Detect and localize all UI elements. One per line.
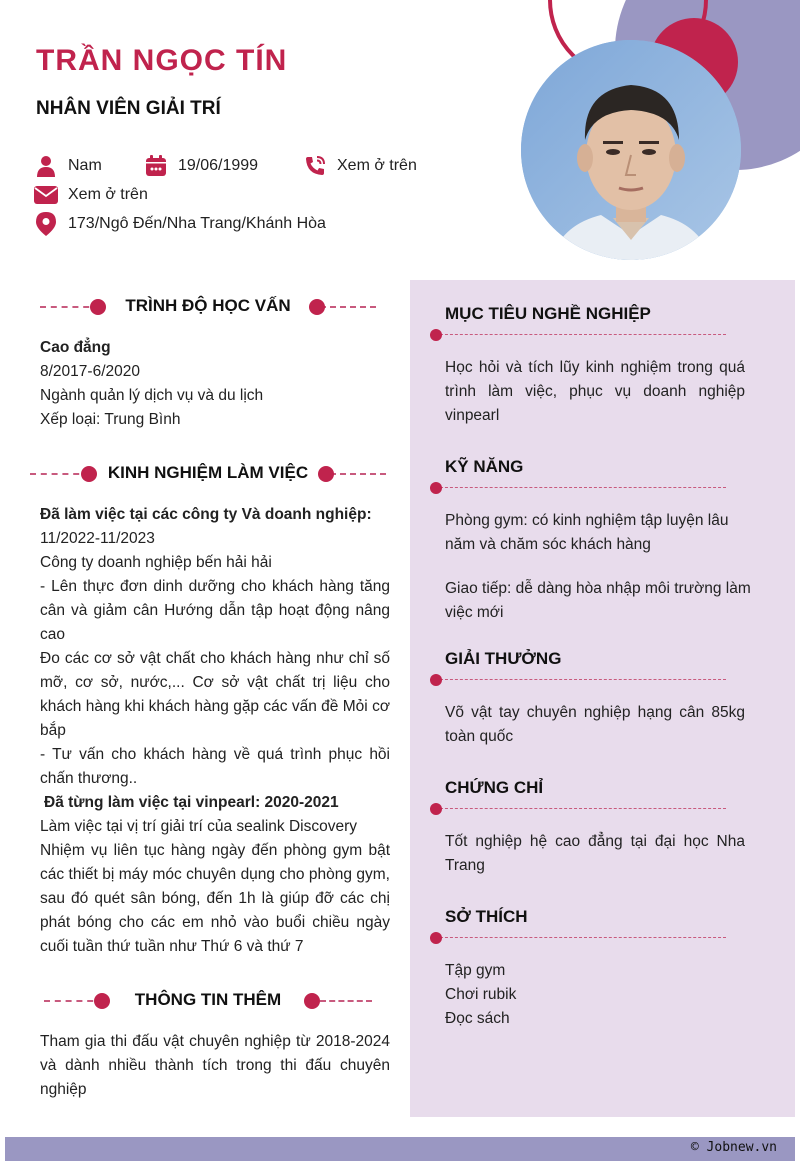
- job1-desc-1: - Lên thực đơn dinh dưỡng cho khách hàng tăng cân và giảm cân Hướng dẫn tập hoạt động nâng cao: [40, 578, 390, 643]
- job1-period: 11/2022-11/2023: [40, 530, 155, 547]
- mail-icon: [34, 183, 58, 207]
- skills-item-1: Phòng gym: có kinh nghiệm tập luyện lâu năm và chăm sóc khách hàng: [445, 512, 729, 553]
- email-text: Xem ở trên: [68, 186, 148, 203]
- experience-title: KINH NGHIỆM LÀM VIỆC: [107, 463, 309, 482]
- job1-desc-2: Đo các cơ sở vật chất cho khách hàng như chỉ số mỡ, cơ sở, nước,... Cơ sở vật chất trị liệu cho khách hàng khi khách hàng gặp các vấn đề Mỏi cơ bắp: [40, 650, 390, 739]
- location-icon: [34, 212, 58, 236]
- birthdate-text: 19/06/1999: [178, 157, 259, 174]
- education-grade: Xếp loại: Trung Bình: [40, 411, 181, 428]
- job-title: NHÂN VIÊN GIẢI TRÍ: [36, 98, 221, 119]
- hobbies-rule: [430, 932, 726, 944]
- objective-title: MỤC TIÊU NGHỀ NGHIỆP: [445, 304, 651, 323]
- job2-desc: Nhiệm vụ liên tục hàng ngày đến phòng gym bật các thiết bị máy móc chuyên dụng cho phòng gym, sau đó quét sân bóng, đến 1h là giúp đỡ các chị phát bóng cho các em nhỏ vào buổi chiều ngày cuối tuần thứ tuần như Thứ 6 và thứ 7: [40, 842, 390, 955]
- experience-content: [40, 503, 390, 959]
- awards-rule: [430, 674, 726, 686]
- gender-info: [34, 154, 102, 178]
- hobbies-title: SỞ THÍCH: [445, 907, 528, 926]
- education-title: TRÌNH ĐỘ HỌC VẤN: [125, 296, 291, 315]
- hobby-item: Chơi rubik: [445, 986, 517, 1003]
- phone-info: [303, 154, 417, 178]
- awards-text: Võ vật tay chuyên nghiệp hạng cân 85kg toàn quốc: [445, 704, 745, 745]
- address-info: [34, 212, 326, 236]
- education-period: 8/2017-6/2020: [40, 363, 140, 380]
- skills-title: KỸ NĂNG: [445, 457, 524, 476]
- job1-title: Đã làm việc tại các công ty Và doanh nghiệp:: [40, 506, 372, 523]
- skills-item-2: Giao tiếp: dễ dàng hòa nhập môi trường làm việc mới: [445, 580, 751, 621]
- gender-text: Nam: [68, 157, 102, 174]
- job2-line: Làm việc tại vị trí giải trí của sealink Discovery: [40, 818, 357, 835]
- hobby-item: Đọc sách: [445, 1010, 510, 1027]
- education-content: [40, 336, 390, 432]
- education-heading: [30, 292, 386, 322]
- education-school: Cao đẳng: [40, 339, 111, 356]
- person-icon: [34, 154, 58, 178]
- awards-title: GIẢI THƯỞNG: [445, 649, 562, 668]
- objective-rule: [430, 329, 726, 341]
- education-major: Ngành quản lý dịch vụ và du lịch: [40, 387, 264, 404]
- certificates-title: CHỨNG CHỈ: [445, 778, 544, 797]
- address-text: 173/Ngô Đến/Nha Trang/Khánh Hòa: [68, 215, 326, 232]
- candidate-name: TRẦN NGỌC TÍN: [36, 44, 288, 77]
- profile-photo: [521, 40, 741, 260]
- certificates-text: Tốt nghiệp hệ cao đẳng tại đại học Nha Trang: [445, 833, 745, 874]
- job2-title: Đã từng làm việc tại vinpearl: 2020-2021: [44, 794, 339, 811]
- job1-company: Công ty doanh nghiệp bến hải hải: [40, 554, 272, 571]
- extra-heading: [30, 986, 386, 1016]
- extra-text: Tham gia thi đấu vật chuyên nghiệp từ 2018-2024 và dành nhiều thành tích trong thi đấu chuyên nghiệp: [40, 1033, 390, 1098]
- birthdate-info: [144, 154, 258, 178]
- email-info: [34, 183, 148, 207]
- hobby-item: Tập gym: [445, 962, 506, 979]
- phone-text: Xem ở trên: [337, 157, 417, 174]
- hobbies-list: [445, 959, 745, 1031]
- phone-icon: [303, 154, 327, 178]
- calendar-icon: [144, 154, 168, 178]
- footer-bar: [5, 1137, 795, 1161]
- certificates-rule: [430, 803, 726, 815]
- skills-rule: [430, 482, 726, 494]
- experience-heading: [30, 459, 386, 489]
- footer-copyright: © Jobnew.vn: [690, 1140, 777, 1155]
- job1-desc-3: - Tư vấn cho khách hàng về quá trình phục hồi chấn thương..: [40, 746, 390, 787]
- objective-text: Học hỏi và tích lũy kinh nghiệm trong quá trình làm việc, phục vụ doanh nghiệp vinpearl: [445, 359, 745, 424]
- extra-title: THÔNG TIN THÊM: [134, 990, 282, 1009]
